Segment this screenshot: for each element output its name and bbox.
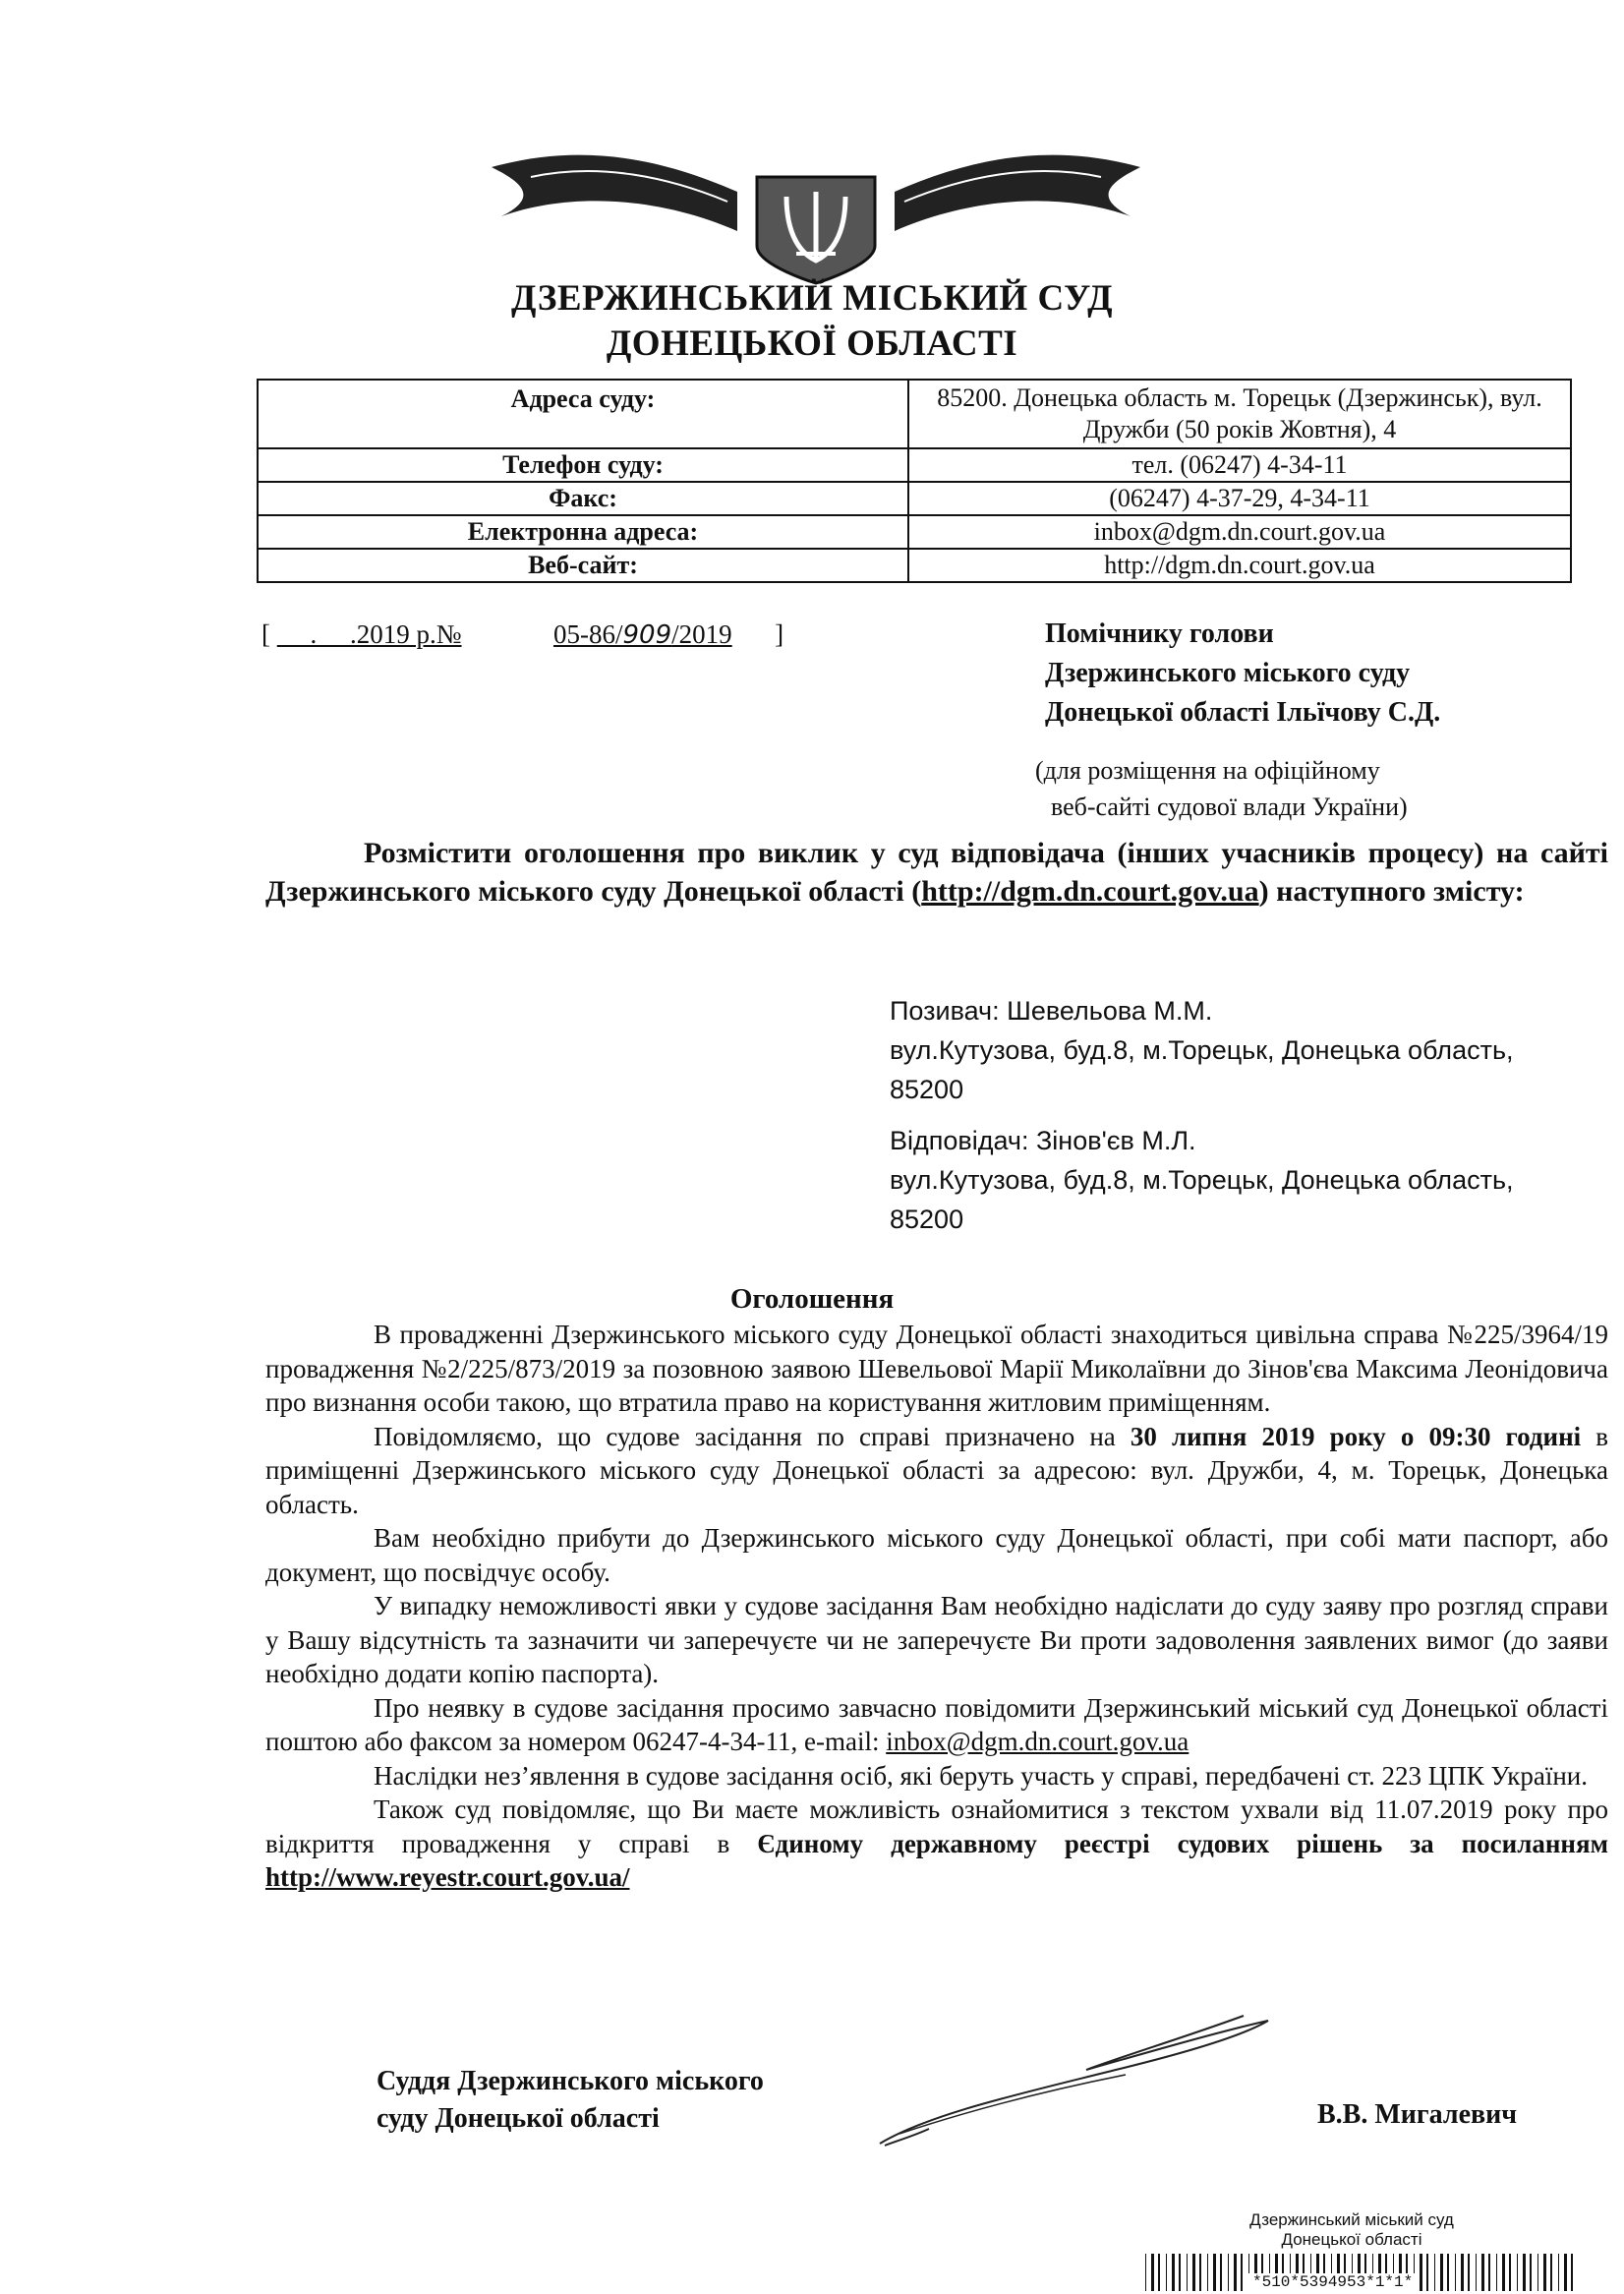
phone-value: тел. (06247) 4-34-11 [908,448,1571,482]
recipient-line1: Помічнику голови [1045,618,1274,649]
plaintiff-block [890,991,1514,1109]
table-row [258,515,1571,549]
stamp-line1: Дзержинський міський суд [1249,2210,1454,2229]
announcement-paragraph-5 [265,1691,1608,1759]
hearing-location: в приміщенні Дзержинського міського суду Донецької області за адресою: вул. Дружби, 4, м. Торецьк, Донецька область. [265,1421,1609,1519]
registration-number-suffix: /2019 [671,619,732,649]
address-value: 85200. Донецька область м. Торецьк (Дзержинськ), вул. Дружби (50 років Жовтня), 4 [908,380,1571,448]
lead-paragraph [265,834,1608,911]
registration-number-prefix: 05-86/ [553,619,623,649]
recipient-note-line1: (для розміщення на офіційному [1035,756,1380,785]
court-name-line2: ДОНЕЦЬКОЇ ОБЛАСТІ [606,324,1018,364]
table-row [258,380,1571,448]
plaintiff-zip: 85200 [890,1075,964,1104]
table-row [258,482,1571,515]
defendant-name: Відповідач: Зінов'єв М.Л. [890,1126,1196,1155]
announcement-paragraph-1: В провадженні Дзержинського міського суду Донецької області знаходиться цивільна справа №225/3964/19 провадження №2/225/873/2019 за позовною заявою Шевельової Марії Миколаївни до Зінов'єва Максима Леонідовича про визнання особи такою, що втратила право на користування житловим приміщенням. [265,1320,1608,1417]
court-info-table [257,379,1572,583]
email-value[interactable]: inbox@dgm.dn.court.gov.ua [908,515,1571,549]
handwritten-signature [870,1976,1283,2153]
judge-title [377,2063,764,2138]
plaintiff-address: вул.Кутузова, буд.8, м.Торецьк, Донецька область, [890,1035,1514,1065]
fax-value: (06247) 4-37-29, 4-34-11 [908,482,1571,515]
judge-title-line2: суду Донецької області [377,2103,660,2134]
registration-date: . .2019 р.№ [276,619,462,649]
fax-label: Факс: [258,482,908,515]
recipient-note [1035,752,1408,825]
announcement-paragraph-2 [265,1420,1608,1522]
email-label: Електронна адреса: [258,515,908,549]
close-bracket: ] [775,619,784,649]
announcement-body [265,1318,1608,1895]
trident-emblem-with-ribbon [492,138,1140,285]
recipient-line3: Донецької області Ільїчову С.Д. [1045,697,1441,728]
website-value[interactable]: http://dgm.dn.court.gov.ua [908,549,1571,582]
address-label: Адреса суду: [258,380,908,448]
hearing-intro: Повідомляємо, що судове засідання по справі призначено на [374,1421,1131,1451]
registry-link[interactable]: http://www.reyestr.court.gov.ua/ [265,1862,630,1892]
announcement-paragraph-3: Вам необхідно прибути до Дзержинського міського суду Донецької області, при собі мати паспорт, або документ, що посвідчує особу. [265,1523,1608,1587]
website-label: Веб-сайт: [258,549,908,582]
registry-intro: Також суд повідомляє, що Ви маєте можливість ознайомитися з текстом ухвали від 11.07.2019 року про відкриття провадження у справі в [265,1794,1608,1858]
registration-line [261,619,783,650]
court-name-line1: ДЗЕРЖИНСЬКИЙ МІСЬКИЙ СУД [510,278,1114,319]
stamp-line2: Донецької області [1281,2230,1422,2249]
notice-text: Про неявку в судове засідання просимо завчасно повідомити Дзержинський міський суд Донецької області поштою або факсом за номером 06247-4-34-11, e-mail: [265,1692,1608,1756]
table-row [258,448,1571,482]
court-stamp [1145,2210,1558,2250]
hearing-date: 30 липня 2019 року о 09:30 годині [1130,1421,1582,1451]
defendant-block [890,1121,1514,1239]
registration-number-handwritten: 909 [622,620,672,650]
defendant-address: вул.Кутузова, буд.8, м.Торецьк, Донецька область, [890,1165,1514,1195]
phone-label: Телефон суду: [258,448,908,482]
court-email-link[interactable]: inbox@dgm.dn.court.gov.ua [886,1727,1189,1756]
recipient-note-line2: веб-сайті судової влади України) [1051,793,1408,821]
judge-name: В.В. Мигалевич [1317,2099,1518,2130]
table-row [258,549,1571,582]
recipient-line2: Дзержинського міського суду [1045,658,1411,688]
open-bracket: [ [261,619,270,649]
barcode-number: *510*5394953*1*1* [1248,2273,1417,2291]
court-website-link[interactable]: http://dgm.dn.court.gov.ua [921,875,1259,908]
registry-name: Єдиному державному реєстрі судових рішень за посиланням [757,1828,1608,1858]
lead-tail: ) наступного змісту: [1258,875,1525,908]
announcement-paragraph-6: Наслідки нез’явлення в судове засідання осіб, які беруть участь у справі, передбачені ст. 223 ЦПК України. [374,1760,1588,1791]
plaintiff-name: Позивач: Шевельова М.М. [890,996,1213,1026]
announcement-paragraph-4: У випадку неможливості явки у судове засідання Вам необхідно надіслати до суду заяву про розгляд справи у Вашу відсутність та зазначити чи заперечуєте чи не заперечуєте Ви проти задоволення заявлених вимог (до заяви необхідно додати копію паспорта). [265,1591,1608,1688]
lead-text: Розмістити оголошення про виклик у суд відповідача (інших учасників процесу) на сайті Дзержинського міського суду Донецької області ( [265,837,1608,908]
recipient-block [1045,615,1440,733]
defendant-zip: 85200 [890,1205,964,1234]
announcement-paragraph-7 [265,1793,1608,1895]
announcement-title: Оголошення [729,1283,895,1315]
judge-title-line1: Суддя Дзержинського міського [377,2066,764,2096]
